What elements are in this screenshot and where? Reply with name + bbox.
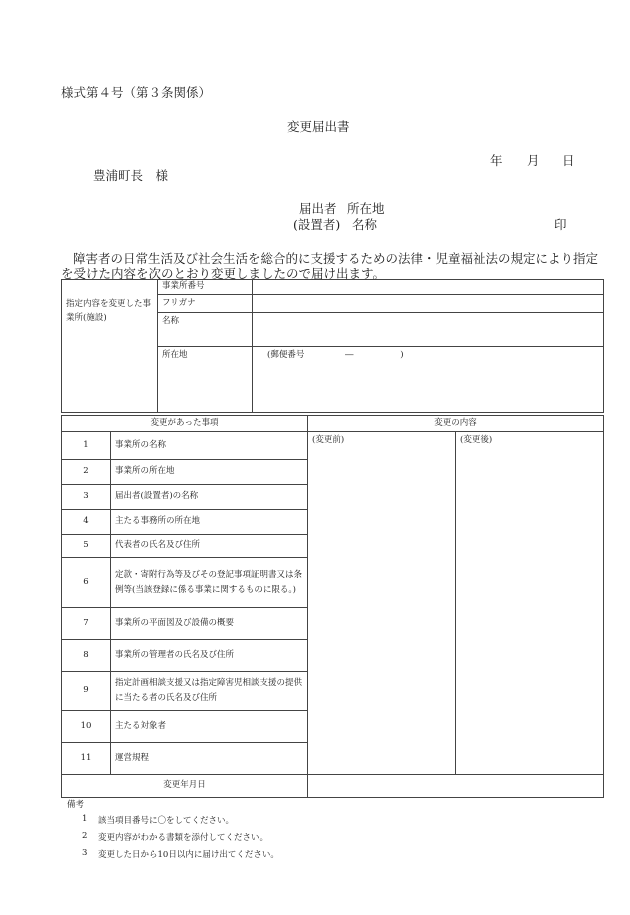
item-number: 3 xyxy=(62,485,111,510)
item-number: 4 xyxy=(62,510,111,535)
item-number: 7 xyxy=(62,608,111,640)
item-text: 運営規程 xyxy=(111,743,308,775)
facility-group-label: 指定内容を変更した事業所(施設) xyxy=(66,299,152,323)
change-date-label: 変更年月日 xyxy=(62,775,308,798)
applicant-address-label: 所在地 xyxy=(347,201,385,216)
item-number: 9 xyxy=(62,672,111,711)
body-text-line-1: 障害者の日常生活及び社会生活を総合的に支援するための法律・児童福祉法の規定により指定 xyxy=(73,251,599,266)
item-text: 事業所の名称 xyxy=(111,432,308,460)
item-text: 事業所の管理者の氏名及び住所 xyxy=(111,640,308,672)
item-text: 主たる事務所の所在地 xyxy=(111,510,308,535)
changes-header: 変更があった事項 xyxy=(62,416,308,432)
note-number: 3 xyxy=(82,848,88,858)
after-column[interactable] xyxy=(456,432,604,775)
after-label: (変更後) xyxy=(460,435,493,445)
before-column[interactable] xyxy=(308,432,456,775)
facility-number-label: 事業所番号 xyxy=(158,280,253,295)
note-number: 2 xyxy=(82,831,88,841)
facility-name-label: 名称 xyxy=(158,313,253,347)
date-month: 月 xyxy=(527,153,540,168)
postal-dash: ― xyxy=(345,350,354,361)
item-text: 代表者の氏名及び住所 xyxy=(111,535,308,558)
item-text: 届出者(設置者)の名称 xyxy=(111,485,308,510)
item-number: 5 xyxy=(62,535,111,558)
facility-furigana-label: フリガナ xyxy=(158,295,253,313)
postal-close: ) xyxy=(400,350,404,361)
item-text: 事業所の平面図及び設備の概要 xyxy=(111,608,308,640)
facility-name-value[interactable] xyxy=(253,313,604,347)
item-number: 2 xyxy=(62,460,111,485)
note-text: 変更内容がわかる書類を添付してください。 xyxy=(98,833,269,843)
form-number: 様式第４号（第３条関係） xyxy=(61,85,212,100)
facility-number-value[interactable] xyxy=(253,280,604,295)
item-text: 指定計画相談支援又は指定障害児相談支援の提供に当たる者の氏名及び住所 xyxy=(111,672,308,711)
before-label: (変更前) xyxy=(312,435,345,445)
postal-label: (郵便番号 xyxy=(267,350,305,361)
note-text: 該当項目番号に〇をしてください。 xyxy=(98,816,235,826)
item-text: 主たる対象者 xyxy=(111,711,308,743)
item-number: 6 xyxy=(62,558,111,608)
item-number: 10 xyxy=(62,711,111,743)
applicant-name-label: 名称 xyxy=(352,217,378,232)
changes-table xyxy=(61,415,604,798)
date-year: 年 xyxy=(490,153,503,168)
item-number: 1 xyxy=(62,432,111,460)
note-text: 変更した日から10日以内に届け出てください。 xyxy=(98,850,279,860)
item-text: 定款・寄附行為等及びその登記事項証明書又は条例等(当該登録に係る事業に関するものに限る。) xyxy=(111,558,308,608)
body-text-line-2: を受けた内容を次のとおり変更しましたので届け出ます。 xyxy=(61,266,386,281)
seal-mark: 印 xyxy=(554,217,567,232)
note-number: 1 xyxy=(82,814,88,824)
item-text: 事業所の所在地 xyxy=(111,460,308,485)
applicant-label: 届出者 xyxy=(299,201,337,216)
addressee: 豊浦町長 様 xyxy=(93,168,169,183)
content-header: 変更の内容 xyxy=(308,416,604,432)
facility-group-label-cell xyxy=(62,280,158,413)
facility-furigana-value[interactable] xyxy=(253,295,604,313)
applicant-sub-label: (設置者) xyxy=(293,217,341,232)
facility-address-value[interactable] xyxy=(253,347,604,413)
notes-heading: 備考 xyxy=(67,800,85,810)
facility-address-label: 所在地 xyxy=(158,347,253,413)
item-number: 11 xyxy=(62,743,111,775)
item-number: 8 xyxy=(62,640,111,672)
change-date-value[interactable] xyxy=(308,775,604,798)
facility-table xyxy=(61,279,604,413)
document-title: 変更届出書 xyxy=(287,119,350,134)
date-day: 日 xyxy=(562,153,575,168)
